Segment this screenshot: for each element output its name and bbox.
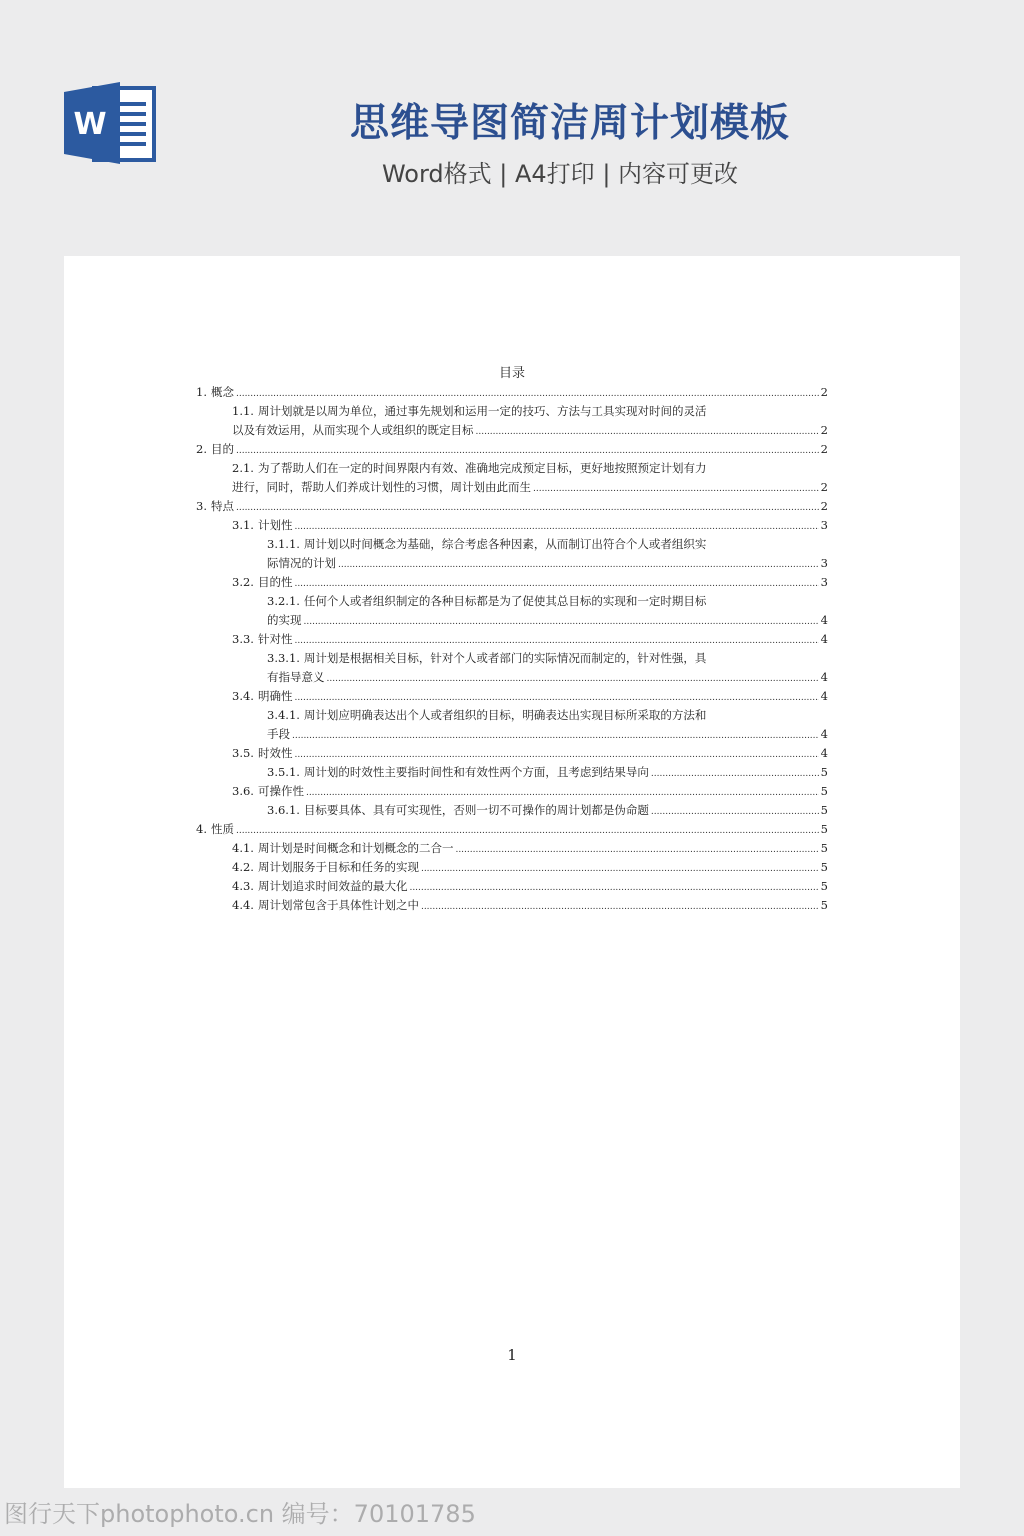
toc-entry-text: 明确性 — [257, 689, 293, 703]
toc-entry-number: 3.2. — [232, 575, 254, 589]
toc-entry[interactable] — [196, 706, 828, 744]
toc-entry[interactable] — [196, 763, 828, 782]
toc-page-number: 2 — [820, 442, 828, 456]
toc-entry[interactable] — [196, 820, 828, 839]
toc-entry-number: 2.1. — [232, 461, 254, 475]
toc-leader-dots — [533, 478, 819, 499]
toc-page-number: 2 — [820, 385, 828, 399]
toc-entry-text: 有指导意义 — [267, 670, 325, 684]
toc-page-number: 5 — [820, 803, 828, 817]
toc-entry-text: 的实现 — [267, 613, 302, 627]
toc-entry-text: 目标要具体、具有可实现性，否则一切不可操作的周计划都是伪命题 — [303, 803, 649, 817]
toc-page-number: 5 — [820, 784, 828, 798]
toc-entry-text: 性质 — [210, 822, 234, 836]
toc-entry-text: 为了帮助人们在一定的时间界限内有效、准确地完成预定目标，更好地按照预定计划有力 — [257, 461, 707, 475]
toc-entry-number: 4. — [196, 822, 207, 836]
toc-page-number: 4 — [820, 727, 828, 741]
toc-leader-dots — [294, 630, 818, 651]
toc-entry-number: 3.4. — [232, 689, 254, 703]
toc-page-number: 5 — [820, 860, 828, 874]
toc-leader-dots — [236, 820, 819, 841]
toc-page-number: 4 — [820, 632, 828, 646]
toc-page-number: 4 — [820, 746, 828, 760]
toc-entry-number: 3.1. — [232, 518, 254, 532]
toc-entry-number: 4.4. — [232, 898, 254, 912]
toc-leader-dots — [306, 782, 819, 803]
document-page — [64, 256, 960, 1488]
toc-page-number: 4 — [820, 689, 828, 703]
toc-entry-text: 以及有效运用，从而实现个人或组织的既定目标 — [232, 423, 474, 437]
toc-entry[interactable] — [196, 839, 828, 858]
toc-entry-text: 进行，同时，帮助人们养成计划性的习惯，周计划由此而生 — [232, 480, 531, 494]
toc-leader-dots — [338, 554, 819, 575]
toc-page-number: 3 — [820, 518, 828, 532]
toc-entry[interactable] — [196, 782, 828, 801]
toc-entry[interactable] — [196, 497, 828, 516]
toc-entry-number: 4.3. — [232, 879, 254, 893]
toc-entry[interactable] — [196, 877, 828, 896]
page-title: 思维导图简洁周计划模板 — [349, 101, 790, 146]
toc-entry-text: 周计划服务于目标和任务的实现 — [257, 860, 419, 874]
toc-entry-text: 可操作性 — [257, 784, 304, 798]
toc-entry[interactable] — [196, 896, 828, 915]
toc-leader-dots — [409, 877, 818, 898]
word-icon — [64, 82, 156, 164]
toc-entry[interactable] — [196, 402, 828, 440]
toc-entry-text: 目的 — [210, 442, 234, 456]
toc-leader-dots — [327, 668, 819, 689]
toc-entry-text: 计划性 — [257, 518, 293, 532]
toc-leader-dots — [651, 763, 819, 784]
svg-text:W: W — [73, 107, 107, 142]
toc-entry-number: 4.2. — [232, 860, 254, 874]
table-of-contents — [196, 383, 828, 915]
toc-entry-text: 目的性 — [257, 575, 293, 589]
toc-page-number: 3 — [820, 575, 828, 589]
toc-page-number: 5 — [820, 765, 828, 779]
toc-entry-number: 3.6. — [232, 784, 254, 798]
toc-entry-number: 2. — [196, 442, 207, 456]
toc-page-number: 5 — [820, 898, 828, 912]
toc-page-number: 2 — [820, 423, 828, 437]
watermark: 图行天下photophoto.cn 编号：70101785 — [4, 1500, 476, 1528]
toc-leader-dots — [294, 573, 818, 594]
toc-page-number: 3 — [820, 556, 828, 570]
toc-entry-text: 任何个人或者组织制定的各种目标都是为了促使其总目标的实现和一定时期目标 — [303, 594, 707, 608]
toc-entry[interactable] — [196, 440, 828, 459]
toc-entry-number: 3.3.1. — [267, 651, 300, 665]
header — [0, 0, 1024, 240]
toc-leader-dots — [421, 896, 819, 917]
toc-page-number: 2 — [820, 499, 828, 513]
toc-leader-dots — [292, 725, 819, 746]
toc-leader-dots — [236, 383, 819, 404]
toc-page-number: 5 — [820, 822, 828, 836]
toc-entry-text: 概念 — [210, 385, 234, 399]
toc-entry-text: 手段 — [267, 727, 290, 741]
toc-entry[interactable] — [196, 744, 828, 763]
page-subtitle: Word格式 | A4打印 | 内容可更改 — [381, 160, 739, 188]
toc-title: 目录 — [498, 366, 525, 381]
toc-entry-number: 3.6.1. — [267, 803, 300, 817]
toc-leader-dots — [476, 421, 819, 442]
toc-entry[interactable] — [196, 459, 828, 497]
toc-entry[interactable] — [196, 630, 828, 649]
toc-entry[interactable] — [196, 687, 828, 706]
toc-entry-text: 时效性 — [257, 746, 293, 760]
page-number: 1 — [507, 1346, 517, 1364]
toc-entry-number: 3. — [196, 499, 207, 513]
toc-entry-text: 特点 — [210, 499, 234, 513]
toc-entry-number: 3.5. — [232, 746, 254, 760]
toc-entry-number: 3.1.1. — [267, 537, 300, 551]
toc-entry-text: 周计划是根据相关目标，针对个人或者部门的实际情况而制定的，针对性强，具 — [303, 651, 707, 665]
toc-leader-dots — [294, 744, 818, 765]
toc-entry-text: 际情况的计划 — [267, 556, 336, 570]
toc-entry[interactable] — [196, 858, 828, 877]
toc-leader-dots — [294, 687, 818, 708]
toc-page-number: 4 — [820, 613, 828, 627]
toc-entry[interactable] — [196, 573, 828, 592]
toc-entry-text: 周计划是时间概念和计划概念的二合一 — [257, 841, 454, 855]
toc-entry-number: 4.1. — [232, 841, 254, 855]
toc-entry[interactable] — [196, 649, 828, 687]
toc-entry-number: 1. — [196, 385, 207, 399]
toc-leader-dots — [236, 497, 819, 518]
toc-page-number: 5 — [820, 879, 828, 893]
toc-entry-text: 周计划应明确表达出个人或者组织的目标，明确表达出实现目标所采取的方法和 — [303, 708, 707, 722]
toc-page-number: 4 — [820, 670, 828, 684]
toc-leader-dots — [236, 440, 819, 461]
toc-entry-text: 周计划以时间概念为基础，综合考虑各种因素，从而制订出符合个人或者组织实 — [303, 537, 707, 551]
toc-entry-text: 周计划追求时间效益的最大化 — [257, 879, 408, 893]
toc-entry[interactable] — [196, 801, 828, 820]
toc-entry[interactable] — [196, 516, 828, 535]
toc-leader-dots — [421, 858, 819, 879]
toc-entry-text: 针对性 — [257, 632, 293, 646]
toc-page-number: 5 — [820, 841, 828, 855]
toc-entry[interactable] — [196, 592, 828, 630]
toc-entry-text: 周计划就是以周为单位，通过事先规划和运用一定的技巧、方法与工具实现对时间的灵活 — [257, 404, 707, 418]
toc-leader-dots — [304, 611, 819, 632]
toc-page-number: 2 — [820, 480, 828, 494]
toc-leader-dots — [455, 839, 818, 860]
toc-entry-text: 周计划的时效性主要指时间性和有效性两个方面，且考虑到结果导向 — [303, 765, 649, 779]
toc-entry-number: 3.2.1. — [267, 594, 300, 608]
toc-entry-number: 3.4.1. — [267, 708, 300, 722]
toc-entry-text: 周计划常包含于具体性计划之中 — [257, 898, 419, 912]
toc-leader-dots — [651, 801, 819, 822]
toc-entry[interactable] — [196, 535, 828, 573]
toc-entry-number: 3.3. — [232, 632, 254, 646]
toc-leader-dots — [294, 516, 818, 537]
toc-entry[interactable] — [196, 383, 828, 402]
toc-entry-number: 3.5.1. — [267, 765, 300, 779]
toc-entry-number: 1.1. — [232, 404, 254, 418]
